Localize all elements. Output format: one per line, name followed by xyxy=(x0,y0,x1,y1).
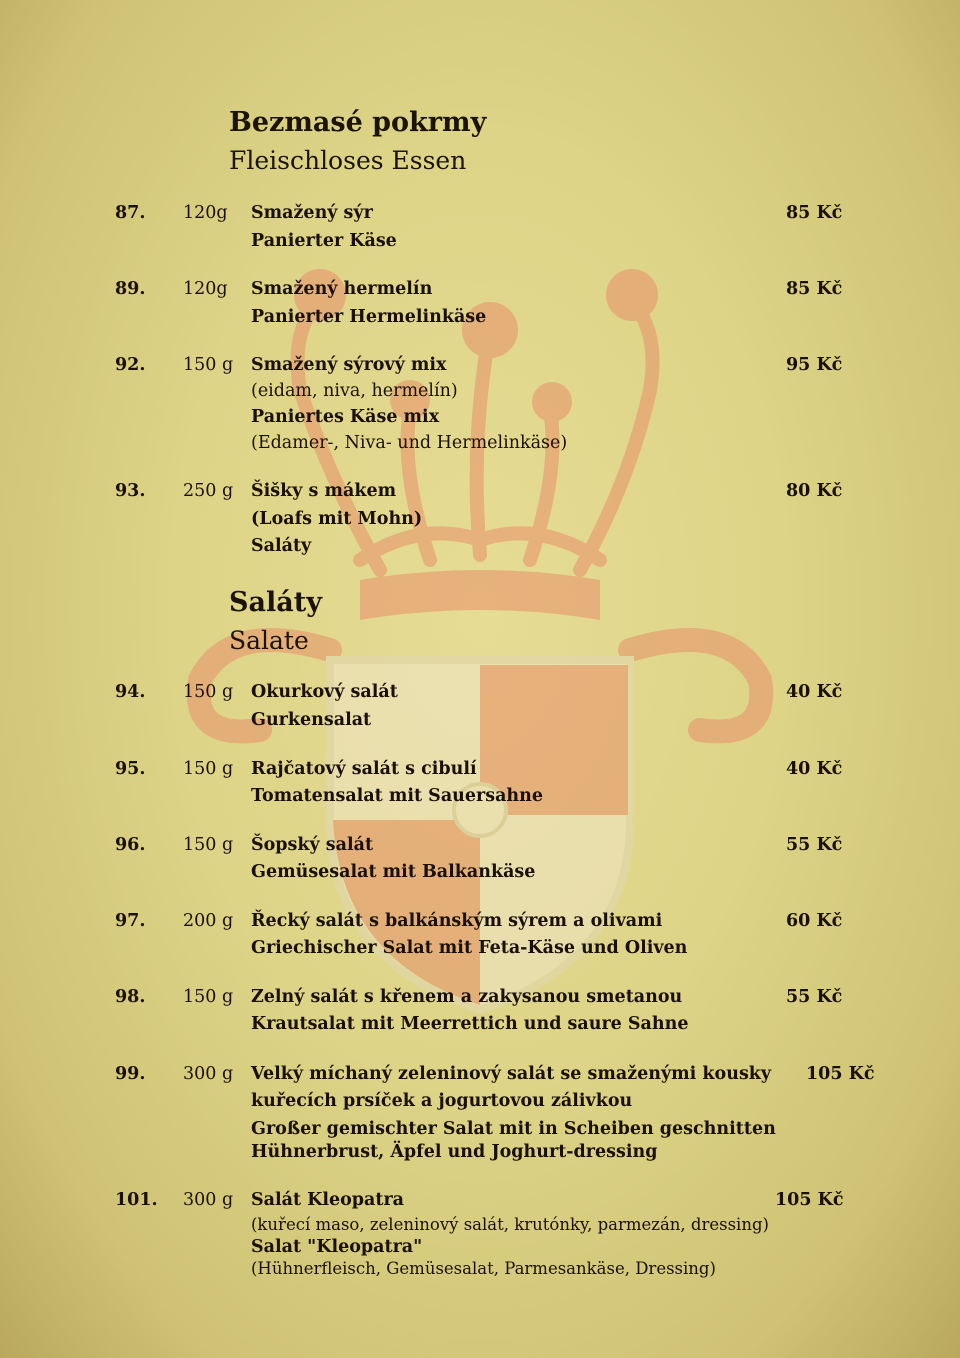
item-weight: 150 g xyxy=(183,835,234,855)
item-weight: 120g xyxy=(183,203,228,223)
item-name: Šišky s mákem xyxy=(251,481,397,501)
item-price: 40 Kč xyxy=(786,759,843,779)
item-price: 105 Kč xyxy=(806,1064,875,1084)
item-name-de: Gurkensalat xyxy=(251,710,372,730)
item-name-de: (Loafs mit Mohn) xyxy=(251,509,423,529)
section-title-meatless: Bezmasé pokrmy xyxy=(229,107,487,138)
item-weight: 300 g xyxy=(183,1190,234,1210)
item-price: 80 Kč xyxy=(786,481,843,501)
item-name: Velký míchaný zeleninový salát se smaženými kousky xyxy=(251,1064,772,1084)
item-name: Smažený hermelín xyxy=(251,279,433,299)
item-price: 105 Kč xyxy=(775,1190,844,1210)
item-name-de: Panierter Hermelinkäse xyxy=(251,307,487,327)
item-price: 40 Kč xyxy=(786,682,843,702)
item-name: Řecký salát s balkánským sýrem a olivami xyxy=(251,911,663,931)
item-number: 92. xyxy=(115,355,146,375)
item-number: 93. xyxy=(115,481,146,501)
item-weight: 150 g xyxy=(183,355,234,375)
item-name-de-cont: Hühnerbrust, Äpfel und Joghurt-dressing xyxy=(251,1142,658,1162)
item-number: 97. xyxy=(115,911,146,931)
item-name: Zelný salát s křenem a zakysanou smetanou xyxy=(251,987,683,1007)
item-price: 55 Kč xyxy=(786,987,843,1007)
item-number: 95. xyxy=(115,759,146,779)
item-name: Salát Kleopatra xyxy=(251,1190,405,1210)
item-description-de: (Hühnerfleisch, Gemüsesalat, Parmesankäse, Dressing) xyxy=(251,1259,716,1278)
item-description: (kuřecí maso, zeleninový salát, krutónky, parmezán, dressing) xyxy=(251,1215,769,1234)
item-name: Šopský salát xyxy=(251,835,374,855)
item-price: 55 Kč xyxy=(786,835,843,855)
item-weight: 150 g xyxy=(183,759,234,779)
item-name-de: Paniertes Käse mix xyxy=(251,407,440,427)
item-name: Smažený sýrový mix xyxy=(251,355,447,375)
section-subtitle-salads: Salate xyxy=(229,626,309,655)
item-number: 89. xyxy=(115,279,146,299)
item-weight: 150 g xyxy=(183,987,234,1007)
item-name: Rajčatový salát s cibulí xyxy=(251,759,477,779)
item-number: 98. xyxy=(115,987,146,1007)
item-price: 85 Kč xyxy=(786,279,843,299)
item-number: 94. xyxy=(115,682,146,702)
item-weight: 300 g xyxy=(183,1064,234,1084)
item-number: 96. xyxy=(115,835,146,855)
item-name-de: Krautsalat mit Meerrettich und saure Sahne xyxy=(251,1014,689,1034)
item-price: 85 Kč xyxy=(786,203,843,223)
item-name-de: Griechischer Salat mit Feta-Käse und Oliven xyxy=(251,938,688,958)
item-number: 87. xyxy=(115,203,146,223)
section-subtitle-meatless: Fleischloses Essen xyxy=(229,146,467,175)
item-name-de: Tomatensalat mit Sauersahne xyxy=(251,786,544,806)
item-name: Smažený sýr xyxy=(251,203,373,223)
item-weight: 150 g xyxy=(183,682,234,702)
item-name-de: Großer gemischter Salat mit in Scheiben geschnitten xyxy=(251,1119,776,1139)
item-description-de: (Edamer-, Niva- und Hermelinkäse) xyxy=(251,433,568,453)
item-weight: 200 g xyxy=(183,911,234,931)
item-price: 60 Kč xyxy=(786,911,843,931)
item-description: (eidam, niva, hermelín) xyxy=(251,381,458,401)
item-note: Saláty xyxy=(251,536,312,556)
item-name-de: Gemüsesalat mit Balkankäse xyxy=(251,862,536,882)
item-weight: 120g xyxy=(183,279,228,299)
item-name-cont: kuřecích prsíček a jogurtovou zálivkou xyxy=(251,1091,633,1111)
item-number: 99. xyxy=(115,1064,146,1084)
item-name-de: Panierter Käse xyxy=(251,231,397,251)
item-name-de: Salat "Kleopatra" xyxy=(251,1237,423,1257)
item-price: 95 Kč xyxy=(786,355,843,375)
item-number: 101. xyxy=(115,1190,158,1210)
item-weight: 250 g xyxy=(183,481,234,501)
section-title-salads: Saláty xyxy=(229,587,322,618)
item-name: Okurkový salát xyxy=(251,682,398,702)
